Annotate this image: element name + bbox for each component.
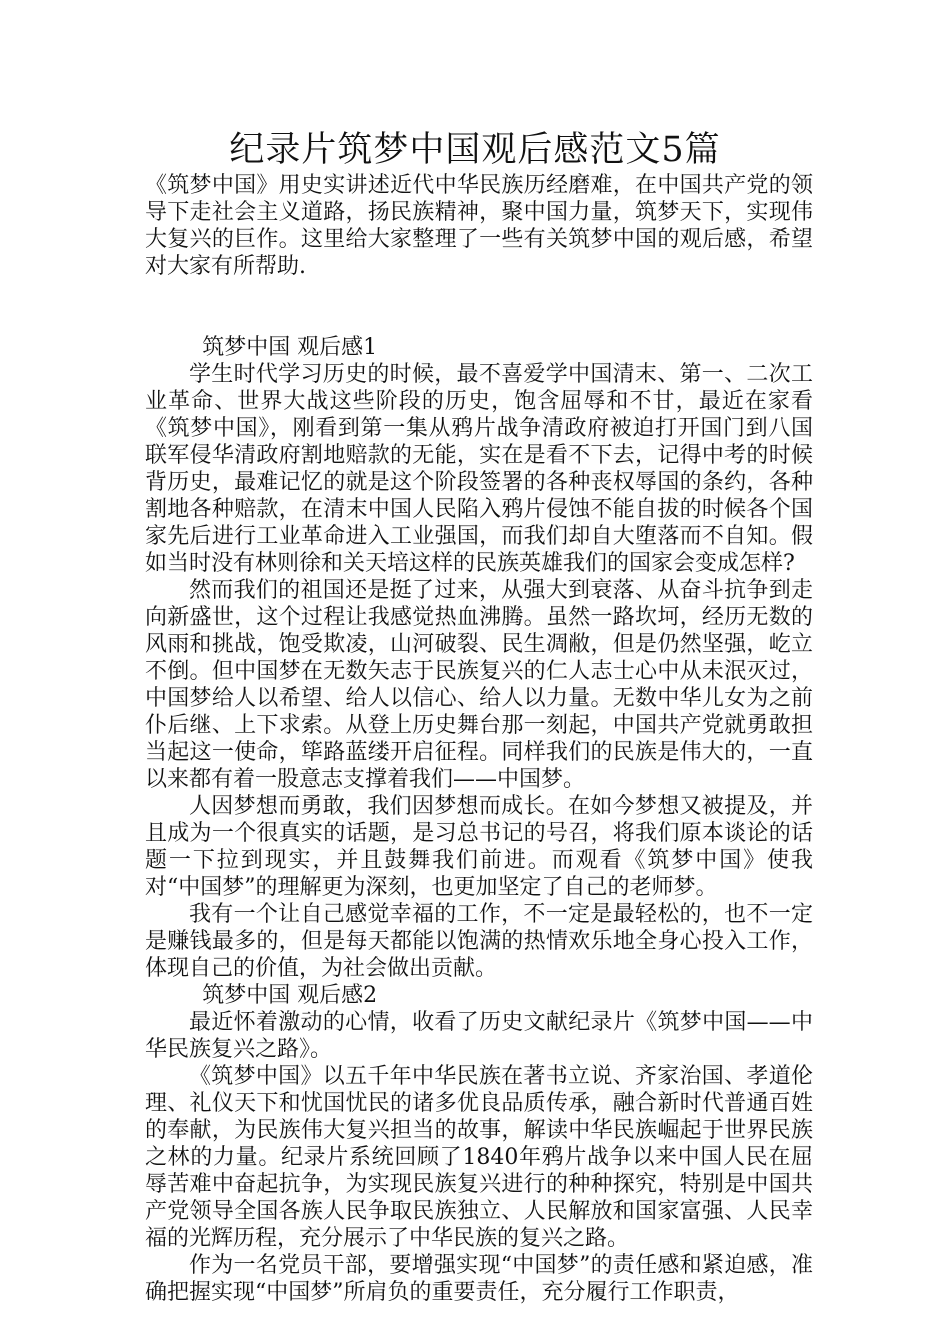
section2-paragraph: 作为一名党员干部，要增强实现“中国梦”的责任感和紧迫感，准确把握实现“中国梦”所肩负的重要责任，充分履行工作职责， [145, 1253, 813, 1305]
section-heading-2: 筑梦中国 观后感2 [202, 983, 378, 1008]
section2-paragraph: 最近怀着激动的心情，收看了历史文献纪录片《筑梦中国——中华民族复兴之路》。 [145, 1010, 813, 1062]
blank-line [145, 280, 813, 334]
intro-paragraph: 《筑梦中国》用史实讲述近代中华民族历经磨难，在中国共产党的领导下走社会主义道路，扬民族精神，聚中国力量，筑梦天下，实现伟大复兴的巨作。这里给大家整理了一些有关筑梦中国的观后感，希望对大家有所帮助. [145, 173, 813, 279]
section1-paragraph: 学生时代学习历史的时候，最不喜爱学中国清末、第一、二次工业革命、世界大战这些阶段的历史，饱含屈辱和不甘，最近在家看《筑梦中国》，刚看到第一集从鸦片战争清政府被迫打开国门到八国联军侵华清政府割地赔款的无能，实在是看不下去，记得中考的时候背历史，最难记忆的就是这个阶段签署的各种丧权辱国的条约，各种割地各种赔款，在清末中国人民陷入鸦片侵蚀不能自拔的时候各个国家先后进行工业革命进入工业强国，而我们却自大堕落而不自知。假如当时没有林则徐和关天培这样的民族英雄我们的国家会变成怎样? [145, 362, 813, 576]
section2-paragraph: 《筑梦中国》以五千年中华民族在著书立说、齐家治国、孝道伦理、礼仪天下和忧国忧民的诸多优良品质传承，融合新时代普通百姓的奉献，为民族伟大复兴担当的故事，解读中华民族崛起于世界民族之林的力量。纪录片系统回顾了1840年鸦片战争以来中国人民在屈辱苦难中奋起抗争，为实现民族复兴进行的种种探究，特别是中国共产党领导全国各族人民争取民族独立、人民解放和国家富强、人民幸福的光辉历程，充分展示了中华民族的复兴之路。 [145, 1064, 813, 1251]
section1-paragraph: 然而我们的祖国还是挺了过来，从强大到衰落、从奋斗抗争到走向新盛世，这个过程让我感觉热血沸腾。虽然一路坎坷，经历无数的风雨和挑战，饱受欺凌，山河破裂、民生凋敝，但是仍然坚强，屹立不倒。但中国梦在无数矢志于民族复兴的仁人志士心中从未泯灭过，中国梦给人以希望、给人以信心、给人以力量。无数中华儿女为之前仆后继、上下求索。从登上历史舞台那一刻起，中国共产党就勇敢担当起这一使命，筚路蓝缕开启征程。同样我们的民族是伟大的，一直以来都有着一股意志支撑着我们——中国梦。 [145, 578, 813, 792]
document-title: 纪录片筑梦中国观后感范文5篇 [229, 130, 721, 170]
section-heading-1: 筑梦中国 观后感1 [202, 335, 378, 360]
section1-paragraph: 人因梦想而勇敢，我们因梦想而成长。在如今梦想又被提及，并且成为一个很真实的话题，是习总书记的号召，将我们原本谈论的话题一下拉到现实，并且鼓舞我们前进。而观看《筑梦中国》使我对“中国梦”的理解更为深刻，也更加坚定了自己的老师梦。 [145, 794, 813, 900]
section1-paragraph: 我有一个让自己感觉幸福的工作，不一定是最轻松的，也不一定是赚钱最多的，但是每天都能以饱满的热情欢乐地全身心投入工作，体现自己的价值，为社会做出贡献。 [145, 902, 813, 981]
document-body [145, 172, 813, 1306]
